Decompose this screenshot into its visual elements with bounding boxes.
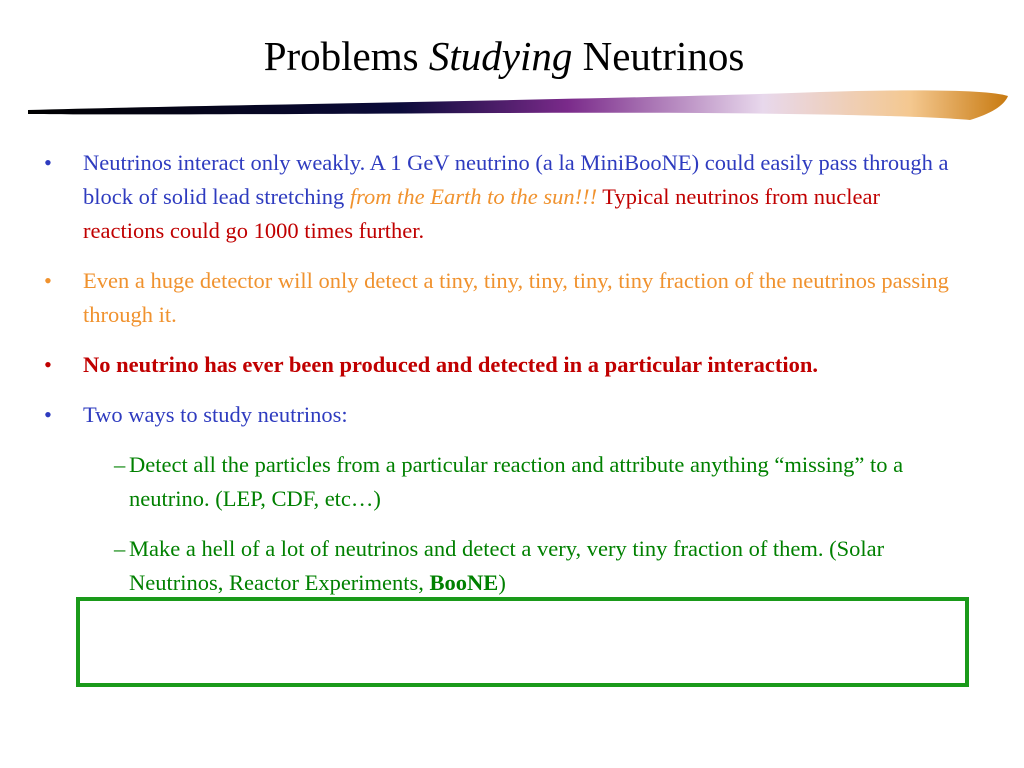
slide-body xyxy=(40,146,960,616)
sub-bullet-2-text-a: Make a hell of a lot of neutrinos and detect a very, very tiny fraction of them. (Solar Neutrinos, Reactor Experiments, xyxy=(129,536,885,595)
bullet-1-text-a: Neutrinos interact only weakly. A 1 GeV neutrino (a la MiniBooNE) could easily pass through a block of solid lead stretching xyxy=(83,150,949,209)
bullet-3-text: No neutrino has ever been produced and detected in a particular interaction. xyxy=(83,352,818,377)
sub-bullet-2-bold-text: BooNE xyxy=(429,570,499,595)
sub-bullet-2-text-b: ) xyxy=(498,570,506,595)
bullet-item-1 xyxy=(40,146,960,248)
sub-bullet-1-text: Detect all the particles from a particular reaction and attribute anything “missing” to a neutrino. (LEP, CDF, etc…) xyxy=(129,452,904,511)
title-underline-swoosh xyxy=(0,82,1024,132)
bullet-marker: • xyxy=(44,352,52,377)
slide-title xyxy=(0,33,1008,79)
bullet-marker: • xyxy=(44,150,52,175)
bullet-marker: • xyxy=(44,402,52,427)
bullet-item-3 xyxy=(40,348,960,382)
bullet-4-text: Two ways to study neutrinos: xyxy=(83,402,348,427)
sub-bullet-marker: – xyxy=(114,536,126,561)
title-italic: Studying xyxy=(428,33,573,79)
sub-bullet-item-2 xyxy=(40,532,960,600)
sub-bullet-item-1 xyxy=(40,448,960,516)
title-part-1: Problems xyxy=(263,33,429,79)
bullet-item-2 xyxy=(40,264,960,332)
bullet-item-4 xyxy=(40,398,960,432)
bullet-2-text: Even a huge detector will only detect a tiny, tiny, tiny, tiny, tiny fraction of the neutrinos passing through it. xyxy=(83,268,949,327)
highlight-box xyxy=(76,597,969,687)
bullet-1-text-b: Typical neutrinos from nuclear reactions could go 1000 times further. xyxy=(83,184,881,243)
bullet-1-italic-text: from the Earth to the sun!!! xyxy=(349,184,598,209)
bullet-marker: • xyxy=(44,268,52,293)
sub-bullet-marker: – xyxy=(114,452,126,477)
title-part-2: Neutrinos xyxy=(572,33,745,79)
